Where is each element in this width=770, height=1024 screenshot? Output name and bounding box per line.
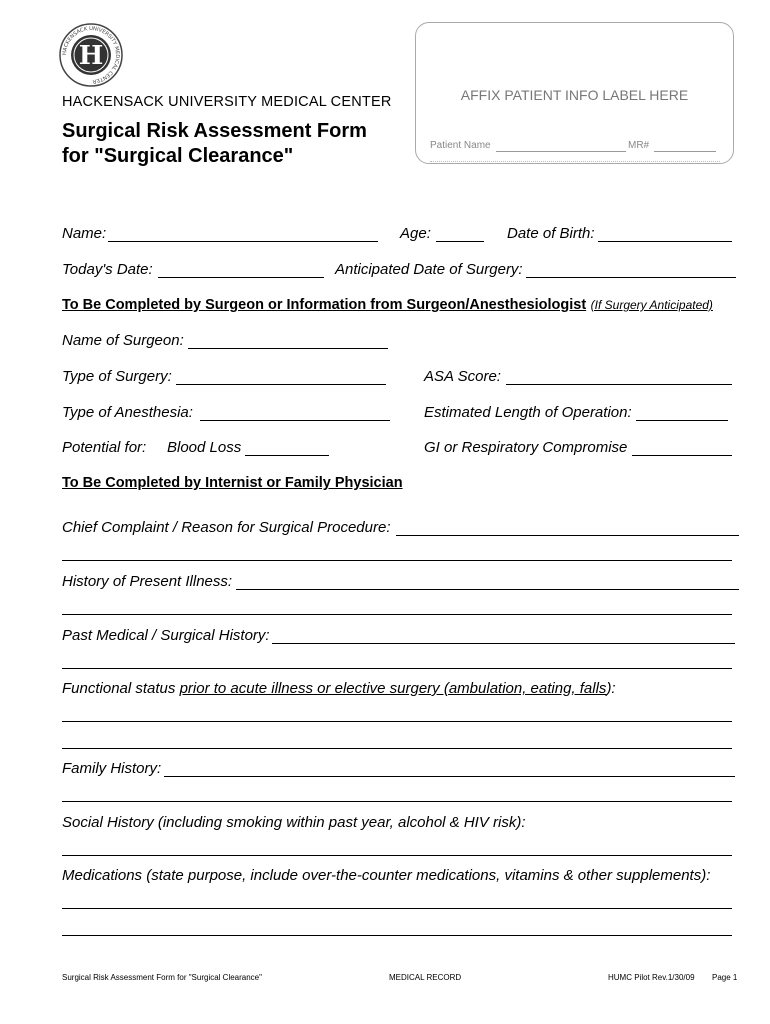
- age-label: Age:: [400, 225, 431, 242]
- blood-loss-field[interactable]: [245, 455, 329, 456]
- hpi-field[interactable]: [236, 589, 739, 590]
- anticipated-date-field[interactable]: [526, 277, 736, 278]
- family-history-label: Family History:: [62, 760, 162, 777]
- footer-form-name: Surgical Risk Assessment Form for "Surgical Clearance": [62, 973, 262, 982]
- form-title-line2: for "Surgical Clearance": [62, 145, 294, 167]
- surgeon-name-field[interactable]: [188, 348, 388, 349]
- surgeon-name-label: Name of Surgeon:: [62, 332, 184, 349]
- surgeon-section-heading: [62, 296, 713, 314]
- name-field[interactable]: [108, 241, 378, 242]
- blood-loss-label: Blood Loss: [167, 439, 242, 456]
- pmh-line2[interactable]: [62, 668, 732, 669]
- form-title: [62, 119, 367, 169]
- functional-status-line2[interactable]: [62, 748, 732, 749]
- logo-letter: H: [78, 41, 104, 71]
- chief-complaint-field[interactable]: [396, 535, 739, 536]
- medications-line1[interactable]: [62, 908, 732, 909]
- organization-name: HACKENSACK UNIVERSITY MEDICAL CENTER: [62, 94, 392, 110]
- footer-revision: HUMC Pilot Rev.1/30/09: [608, 973, 695, 982]
- social-history-line1[interactable]: [62, 855, 732, 856]
- dob-label: Date of Birth:: [507, 225, 595, 242]
- anticipated-date-label: Anticipated Date of Surgery:: [335, 261, 523, 278]
- logo-ring-text: HACKENSACK UNIVERSITY MEDICAL CENTER: [61, 25, 121, 84]
- medications-line2[interactable]: [62, 935, 732, 936]
- hospital-logo: [58, 22, 124, 88]
- age-field[interactable]: [436, 241, 484, 242]
- affix-label-text: AFFIX PATIENT INFO LABEL HERE: [460, 87, 689, 103]
- operation-length-label: Estimated Length of Operation:: [424, 404, 632, 421]
- functional-status-label: Functional status prior to acute illness or elective surgery (ambulation, eating, falls):: [62, 680, 616, 697]
- anesthesia-type-field[interactable]: [200, 420, 390, 421]
- operation-length-field[interactable]: [636, 420, 728, 421]
- gi-resp-label: GI or Respiratory Compromise: [424, 439, 628, 456]
- anesthesia-type-label: Type of Anesthesia:: [62, 404, 193, 421]
- potential-for-label: Potential for:: [62, 439, 147, 456]
- functional-status-line1[interactable]: [62, 721, 732, 722]
- family-history-line2[interactable]: [62, 801, 732, 802]
- internist-section-heading: To Be Completed by Internist or Family Physician: [62, 475, 403, 491]
- pmh-label: Past Medical / Surgical History:: [62, 627, 270, 644]
- asa-score-label: ASA Score:: [424, 368, 501, 385]
- social-history-label: Social History (including smoking within past year, alcohol & HIV risk):: [62, 814, 526, 831]
- dob-field[interactable]: [598, 241, 732, 242]
- hpi-line2[interactable]: [62, 614, 732, 615]
- pmh-field[interactable]: [272, 643, 735, 644]
- asa-score-field[interactable]: [506, 384, 732, 385]
- gi-resp-field[interactable]: [632, 455, 732, 456]
- family-history-field[interactable]: [164, 776, 735, 777]
- form-title-line1: Surgical Risk Assessment Form: [62, 120, 367, 142]
- todays-date-label: Today's Date:: [62, 261, 153, 278]
- surgery-type-label: Type of Surgery:: [62, 368, 172, 385]
- patient-label-box[interactable]: [415, 22, 734, 164]
- functional-status-emphasis: prior to acute illness or elective surgery (ambulation, eating, falls: [179, 680, 607, 697]
- medications-label: Medications (state purpose, include over-the-counter medications, vitamins & other supplements):: [62, 867, 711, 884]
- hpi-label: History of Present Illness:: [62, 573, 233, 590]
- surgeon-section-note: (If Surgery Anticipated): [590, 298, 713, 312]
- patient-name-label: Patient Name: [430, 140, 491, 151]
- footer-record: MEDICAL RECORD: [389, 973, 462, 982]
- chief-complaint-line2[interactable]: [62, 560, 732, 561]
- surgeon-section-title: To Be Completed by Surgeon or Information from Surgeon/Anesthesiologist: [62, 297, 587, 313]
- footer-page: Page 1: [712, 973, 738, 982]
- name-label: Name:: [62, 225, 107, 242]
- surgery-type-field[interactable]: [176, 384, 386, 385]
- mr-label: MR#: [628, 140, 650, 151]
- todays-date-field[interactable]: [158, 277, 324, 278]
- chief-complaint-label: Chief Complaint / Reason for Surgical Procedure:: [62, 519, 391, 536]
